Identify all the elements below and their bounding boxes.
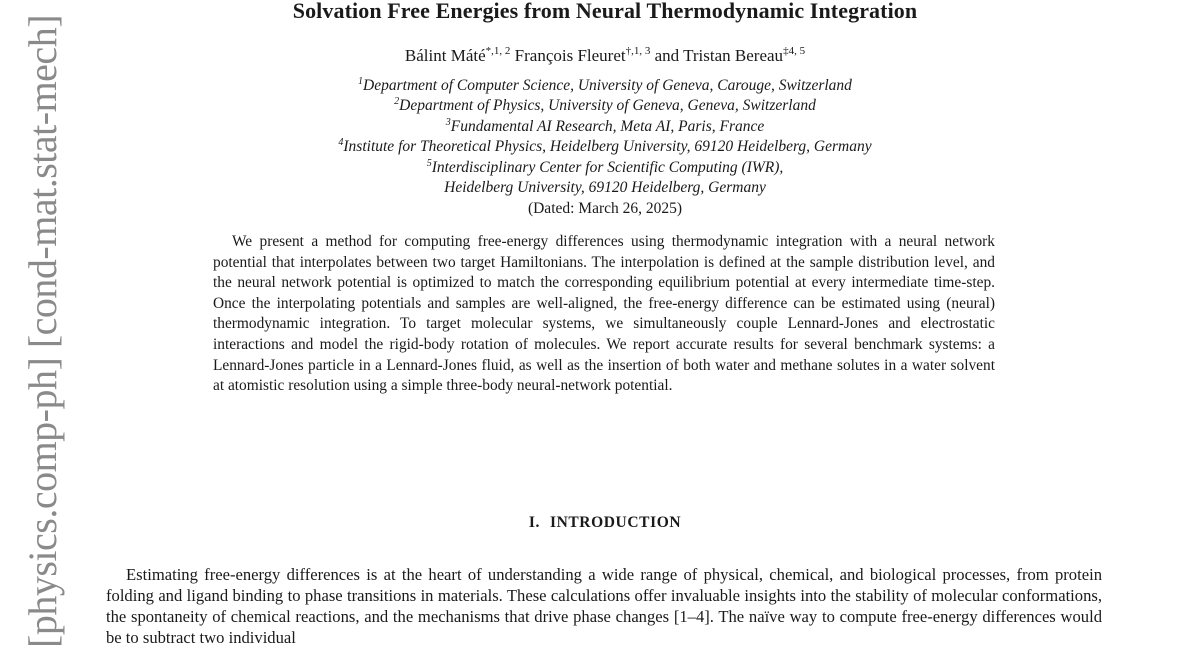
- affiliation-mark: 2: [394, 96, 400, 108]
- author-name: Tristan Bereau: [683, 46, 784, 65]
- author-list: [0, 45, 1200, 67]
- intro-paragraph: Estimating free-energy differences is at the heart of understanding a wide range of physical, chemical, and biological processes, from protein folding and ligand binding to phase transitions in materials. These calculations offer invaluable insights into the stability of molecular conformations, the spontaneity of chemical reactions, and the mechanisms that drive phase changes [1–4]. The naïve way to compute free-energy differences would be to subtract two individual: [106, 565, 1102, 647]
- arxiv-category: [physics.comp-ph] [cond-mat.stat-mech]: [20, 14, 65, 648]
- affiliation-text: Institute for Theoretical Physics, Heidelberg University, 69120 Heidelberg, Germany: [343, 138, 872, 156]
- affiliation-text: Department of Physics, University of Geneva, Geneva, Switzerland: [399, 97, 816, 115]
- paper-title: Solvation Free Energies from Neural Thermodynamic Integration: [292, 0, 918, 23]
- affiliation-text: Department of Computer Science, University of Geneva, Carouge, Switzerland: [363, 77, 852, 94]
- affiliation-text: Heidelberg University, 69120 Heidelberg, Germany: [444, 179, 766, 197]
- section-heading: [0, 513, 1200, 533]
- affiliation-text: Fundamental AI Research, Meta AI, Paris, France: [450, 117, 765, 135]
- affiliation-text: Interdisciplinary Center for Scientific Computing (IWR),: [431, 158, 784, 176]
- affiliation-mark: 3: [445, 116, 451, 128]
- affiliation-mark: 1: [358, 76, 364, 87]
- affiliation-item: [0, 117, 1200, 137]
- affiliation-item: [0, 158, 1200, 178]
- affiliation-mark: 5: [426, 157, 432, 169]
- author-name: Bálint Máté: [404, 46, 486, 65]
- section-number: I.: [528, 514, 540, 531]
- affiliation-item: [0, 137, 1200, 157]
- dated-line: (Dated: March 26, 2025): [527, 200, 683, 217]
- author-marks: *,1, 2: [485, 45, 511, 57]
- affiliation-item: [0, 96, 1200, 116]
- affiliation-mark: 4: [338, 137, 344, 149]
- author-marks: †,1, 3: [625, 45, 651, 57]
- section-title: INTRODUCTION: [549, 514, 682, 531]
- affiliation-item: [0, 178, 1200, 198]
- author-marks: ‡4, 5: [783, 45, 806, 57]
- abstract: We present a method for computing free-energy differences using thermodynamic integration with a neural network potential that interpolates between two target Hamiltonians. The interpolation is defined at the sample distribution level, and the neural network potential is optimized to match the corresponding equilibrium potential at every intermediate time-step. Once the interpolating potentials and samples are well-aligned, the free-energy difference can be estimated using (neural) thermodynamic integration. To target molecular systems, we simultaneously couple Lennard-Jones and electrostatic interactions and model the rigid-body rotation of molecules. We report accurate results for several benchmark systems: a Lennard-Jones particle in a Lennard-Jones fluid, as well as the insertion of both water and methane solutes in a water solvent at atomistic resolution using a simple three-body neural-network potential.: [213, 233, 995, 395]
- affiliation-list: [0, 76, 1200, 198]
- arxiv-side-stamp: [15, 14, 71, 648]
- author-connector: and: [654, 46, 680, 65]
- affiliation-item: [0, 76, 1200, 96]
- author-name: François Fleuret: [514, 46, 626, 65]
